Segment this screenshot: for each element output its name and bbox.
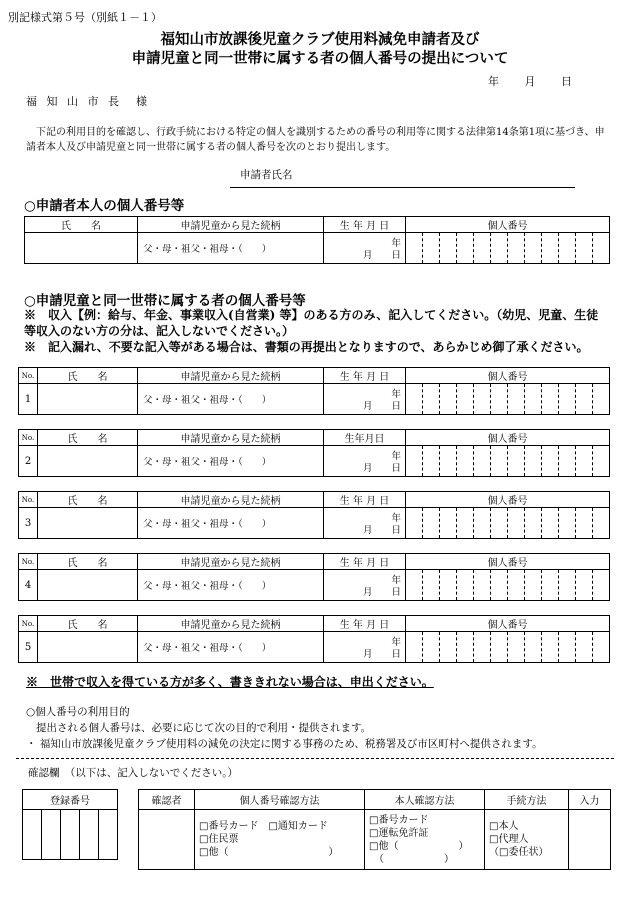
year-label: 年 (391, 238, 401, 249)
intro-text: 下記の利用目的を確認し、行政手続における特定の個人を識別するための番号の利用等に関する法律第14条第1項に基づき、申請者本人及び申請児童と同一世帯に属する者の個人番号を次のとおり提出します。 (26, 127, 605, 153)
col-no: No. (19, 554, 38, 570)
col-relation: 申請児童から見た続柄 (138, 217, 324, 233)
document-title (100, 30, 540, 68)
month-day-label: 月 日 (362, 250, 401, 261)
col-relation: 申請児童から見た続柄 (138, 616, 324, 632)
relation-cell[interactable]: 父・母・祖父・祖母・（ ） (138, 233, 324, 264)
row-number: 1 (19, 384, 38, 415)
relation-cell[interactable]: 父・母・祖父・祖母・（ ） (138, 570, 324, 601)
col-no: No. (19, 492, 38, 508)
col-name: 氏 名 (25, 217, 138, 233)
col-relation: 申請児童から見た続柄 (138, 368, 324, 384)
birth-cell[interactable] (324, 508, 406, 539)
applicant-table (24, 216, 610, 264)
usage-line2: ・ 福知山市放課後児童クラブ使用料の減免の決定に関する事務のため、税務署及び市区町村へ提供されます。 (26, 738, 543, 750)
col-relation: 申請児童から見た続柄 (138, 430, 324, 446)
birth-cell[interactable] (324, 384, 406, 415)
id-method-options[interactable] (195, 810, 365, 870)
year-label: 年 (391, 575, 401, 586)
relation-cell[interactable]: 父・母・祖父・祖母・（ ） (138, 508, 324, 539)
section1-heading: ○申請者本人の個人番号等 (24, 198, 185, 214)
mynumber-cell[interactable] (406, 233, 610, 264)
id-option[interactable]: □他（ ） (199, 847, 339, 858)
id-option[interactable]: □住民票 (199, 834, 239, 845)
reg-digit[interactable] (23, 810, 42, 860)
month-day-label: 月 日 (362, 463, 401, 474)
col-mynumber: 個人番号 (406, 430, 610, 446)
procedure-header: 手続方法 (485, 790, 569, 810)
name-cell[interactable] (38, 384, 138, 415)
birth-cell[interactable] (324, 570, 406, 601)
month-day-label: 月 日 (362, 649, 401, 660)
month-day-label: 月 日 (362, 401, 401, 412)
relation-cell[interactable]: 父・母・祖父・祖母・（ ） (138, 384, 324, 415)
col-name: 氏 名 (38, 616, 138, 632)
self-method-options[interactable] (365, 810, 485, 870)
name-cell[interactable] (38, 446, 138, 477)
procedure-option[interactable]: （□委任状） (489, 847, 549, 858)
usage-section (26, 704, 606, 752)
date-field[interactable]: 年 月 日 (488, 75, 572, 88)
note-income: ※ 収入【例：給与、年金、事業収入(自営業) 等】のある方のみ、記入してください。（幼児、児童、生徒等収入のない方の分は、記入しないでください。） (24, 308, 599, 338)
row-number: 2 (19, 446, 38, 477)
col-name: 氏 名 (38, 430, 138, 446)
household-member-table (18, 615, 610, 663)
name-cell[interactable] (38, 632, 138, 663)
household-member-table (18, 553, 610, 601)
year-label: 年 (391, 451, 401, 462)
title-line-1: 福知山市放課後児童クラブ使用料減免申請者及び (160, 31, 480, 48)
title-line-2: 申請児童と同一世帯に属する者の個人番号の提出について (131, 50, 509, 67)
registration-number-header: 登録番号 (23, 790, 118, 810)
row-number: 5 (19, 632, 38, 663)
year-label: 年 (391, 637, 401, 648)
birth-cell[interactable] (324, 233, 406, 264)
household-member-table (18, 491, 610, 539)
col-birth: 生 年 月 日 (324, 616, 406, 632)
office-table (138, 789, 611, 870)
relation-cell[interactable]: 父・母・祖父・祖母・（ ） (138, 632, 324, 663)
input-cell[interactable] (569, 810, 611, 870)
name-cell[interactable] (38, 570, 138, 601)
self-option[interactable]: （ ） (369, 853, 454, 865)
name-cell[interactable] (25, 233, 138, 264)
name-cell[interactable] (38, 508, 138, 539)
procedure-option[interactable]: □本人 (489, 821, 519, 832)
col-mynumber: 個人番号 (406, 492, 610, 508)
self-option[interactable]: □他（ ） (369, 840, 469, 852)
col-mynumber: 個人番号 (406, 368, 610, 384)
procedure-option[interactable]: □代理人 (489, 834, 529, 845)
relation-cell[interactable]: 父・母・祖父・祖母・（ ） (138, 446, 324, 477)
col-relation: 申請児童から見た続柄 (138, 492, 324, 508)
procedure-options[interactable] (485, 810, 569, 870)
mynumber-cell[interactable] (406, 632, 610, 663)
year-label: 年 (391, 389, 401, 400)
col-mynumber: 個人番号 (406, 217, 610, 233)
col-birth: 生 年 月 日 (324, 554, 406, 570)
confirmer-cell[interactable] (139, 810, 195, 870)
month-day-label: 月 日 (362, 587, 401, 598)
col-no: No. (19, 430, 38, 446)
col-no: No. (19, 616, 38, 632)
section2-heading: ○申請児童と同一世帯に属する者の個人番号等 (24, 293, 306, 309)
mynumber-cell[interactable] (406, 508, 610, 539)
reg-digit[interactable] (99, 810, 118, 860)
self-option[interactable]: □番号カード (369, 814, 429, 826)
col-mynumber: 個人番号 (406, 554, 610, 570)
col-birth: 生 年 月 日 (324, 217, 406, 233)
confirmer-header: 確認者 (139, 790, 195, 810)
form-number: 別記様式第５号（別紙１－１） (8, 11, 162, 24)
month-day-label: 月 日 (362, 525, 401, 536)
divider (16, 758, 614, 759)
note-resubmit: ※ 記入漏れ、不要な記入等がある場合は、書類の再提出となりますので、あらかじめ御了承ください。 (24, 340, 589, 354)
year-label: 年 (391, 513, 401, 524)
col-relation: 申請児童から見た続柄 (138, 554, 324, 570)
col-birth: 生年月日 (324, 430, 406, 446)
reg-digit[interactable] (42, 810, 61, 860)
birth-cell[interactable] (324, 446, 406, 477)
usage-line1: 提出される個人番号は、必要に応じて次の目的で利用・提供されます。 (36, 722, 372, 734)
mynumber-cell[interactable] (406, 570, 610, 601)
col-name: 氏 名 (38, 492, 138, 508)
self-option[interactable]: □運転免許証 (369, 827, 429, 839)
col-mynumber: 個人番号 (406, 616, 610, 632)
input-header: 入力 (569, 790, 611, 810)
mynumber-cell[interactable] (406, 384, 610, 415)
col-name: 氏 名 (38, 554, 138, 570)
row-number: 4 (19, 570, 38, 601)
household-member-table (18, 429, 610, 477)
col-birth: 生 年 月 日 (324, 492, 406, 508)
id-option[interactable]: □番号カード □通知カード (199, 821, 328, 832)
col-name: 氏 名 (38, 368, 138, 384)
reg-digit[interactable] (80, 810, 99, 860)
addressee: 福 知 山 市 長 様 (26, 95, 150, 108)
confirm-label: 確認欄 （以下は、記入しないでください。） (28, 767, 238, 779)
usage-heading: ○個人番号の利用目的 (26, 706, 130, 718)
applicant-name-label: 申請者氏名 (240, 169, 293, 181)
mynumber-cell[interactable] (406, 446, 610, 477)
reg-digit[interactable] (61, 810, 80, 860)
registration-table (22, 789, 118, 860)
footnote: ※ 世帯で収入を得ている方が多く、書ききれない場合は、申出ください。 (26, 675, 434, 689)
col-no: No. (19, 368, 38, 384)
self-method-header: 本人確認方法 (365, 790, 485, 810)
col-birth: 生 年 月 日 (324, 368, 406, 384)
household-member-table (18, 367, 610, 415)
id-method-header: 個人番号確認方法 (195, 790, 365, 810)
applicant-name-field[interactable] (230, 187, 575, 188)
row-number: 3 (19, 508, 38, 539)
birth-cell[interactable] (324, 632, 406, 663)
